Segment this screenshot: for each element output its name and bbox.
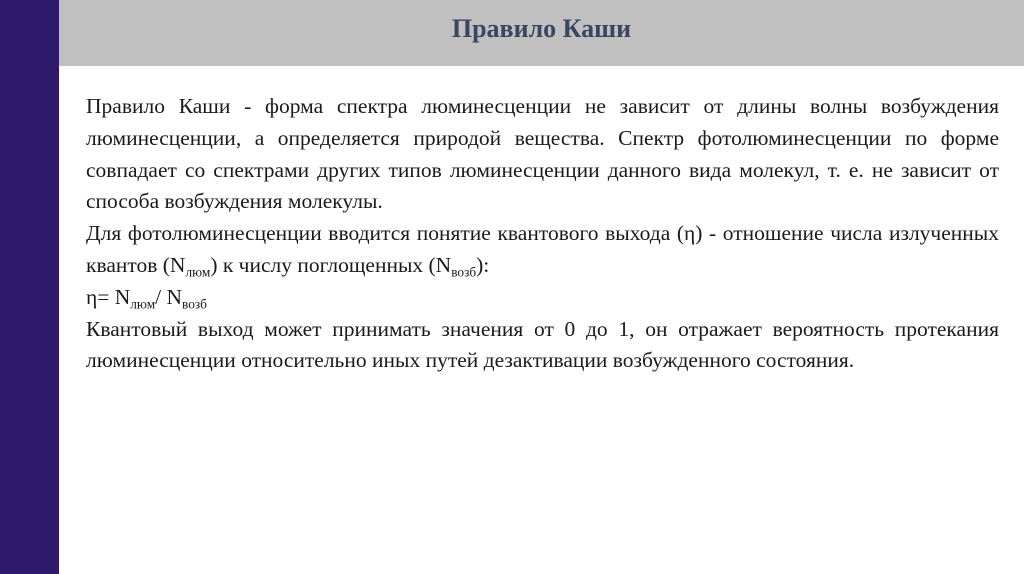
quantum-yield-range-paragraph: Квантовый выход может принимать значения от 0 до 1, он отражает вероятность протекания люминесценции относительно иных путей дезактивации возбужденного состояния. — [86, 316, 999, 373]
formula-sub-denominator: возб — [182, 296, 207, 312]
quantum-yield-middle: ) к числу поглощенных (N — [210, 252, 452, 277]
formula-sub-numerator: люм — [130, 296, 156, 312]
kasha-rule-paragraph: Правило Каши - форма спектра люминесценции не зависит от длины волны возбуждения люминесценции, а определяется природой вещества. Спектр фотолюминесценции по форме совпадает со спектрами других типов люминесценции данного вида молекул, т. е. не зависит от способа возбуждения молекулы. — [86, 94, 999, 214]
slide-title: Правило Каши — [451, 14, 632, 43]
quantum-yield-paragraph — [86, 218, 999, 282]
formula-lhs: η= N — [86, 284, 131, 309]
quantum-yield-end: ): — [476, 252, 490, 277]
formula-slash: / N — [155, 284, 183, 309]
quantum-yield-formula — [86, 282, 999, 314]
title-bar — [59, 0, 1024, 66]
subscript-emitted: люм — [185, 264, 211, 280]
left-accent-bar — [0, 0, 59, 574]
slide-body — [86, 91, 999, 377]
quantum-yield-intro: Для фотолюминесценции вводится понятие квантового выхода (η) - отношение числа излученных квантов (N — [86, 221, 999, 277]
subscript-absorbed: возб — [451, 264, 477, 280]
